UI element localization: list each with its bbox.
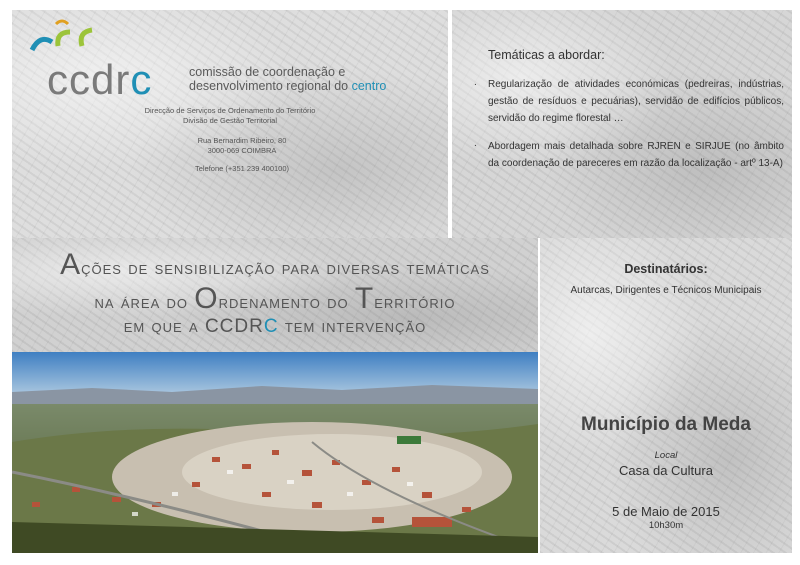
contact-address-city: 3000-069 COIMBRA bbox=[207, 146, 277, 155]
header-logo-panel bbox=[12, 10, 448, 238]
local-label: Local bbox=[654, 450, 678, 461]
bullet-icon: . bbox=[474, 138, 477, 149]
event-date: 5 de Maio de 2015 bbox=[612, 504, 720, 519]
theme-item: Abordagem mais detalhada sobre RJREN e SIRJUE (no âmbito da coordenação de pareceres em razão da localização - artº 13-A) bbox=[488, 141, 784, 169]
contact-division: Divisão de Gestão Territorial bbox=[182, 116, 278, 125]
audience-title: Destinatários: bbox=[624, 262, 708, 276]
audience-text: Autarcas, Dirigentes e Técnicos Municipais bbox=[570, 285, 762, 296]
logo-tagline-line2: desenvolvimento regional do centro bbox=[189, 79, 387, 93]
logo-tagline-line1: comissão de coordenação e bbox=[189, 65, 346, 79]
aerial-landscape-image bbox=[12, 352, 538, 553]
theme-item: Regularização de atividades económicas (pedreiras, indústrias, gestão de resíduos e pecuárias), servidão de edifícios públicos, servidão do regime florestal … bbox=[488, 79, 784, 124]
themes-panel bbox=[452, 10, 792, 238]
headline-line1: Ações de sensibilização para diversas temáticas bbox=[60, 248, 490, 281]
contact-department: Direcção de Serviços de Ordenamento do Território bbox=[144, 106, 316, 115]
venue-name: Casa da Cultura bbox=[619, 463, 713, 478]
event-info-panel bbox=[540, 238, 792, 553]
logo-wordmark: ccdrc bbox=[47, 56, 153, 103]
headline-line2: na área do Ordenamento do Território bbox=[94, 282, 456, 315]
headline-line3: em que a CCDRC tem intervenção bbox=[123, 316, 427, 337]
aerial-town-photo bbox=[12, 352, 538, 553]
contact-phone: Telefone (+351 239 400100) bbox=[194, 164, 290, 173]
themes-title: Temáticas a abordar: bbox=[488, 48, 605, 62]
headline-panel bbox=[12, 238, 538, 352]
event-time: 10h30m bbox=[648, 520, 684, 531]
bullet-icon: . bbox=[474, 77, 477, 88]
municipality-title: Município da Meda bbox=[581, 414, 751, 435]
contact-address-street: Rua Bernardim Ribeiro, 80 bbox=[197, 136, 287, 145]
